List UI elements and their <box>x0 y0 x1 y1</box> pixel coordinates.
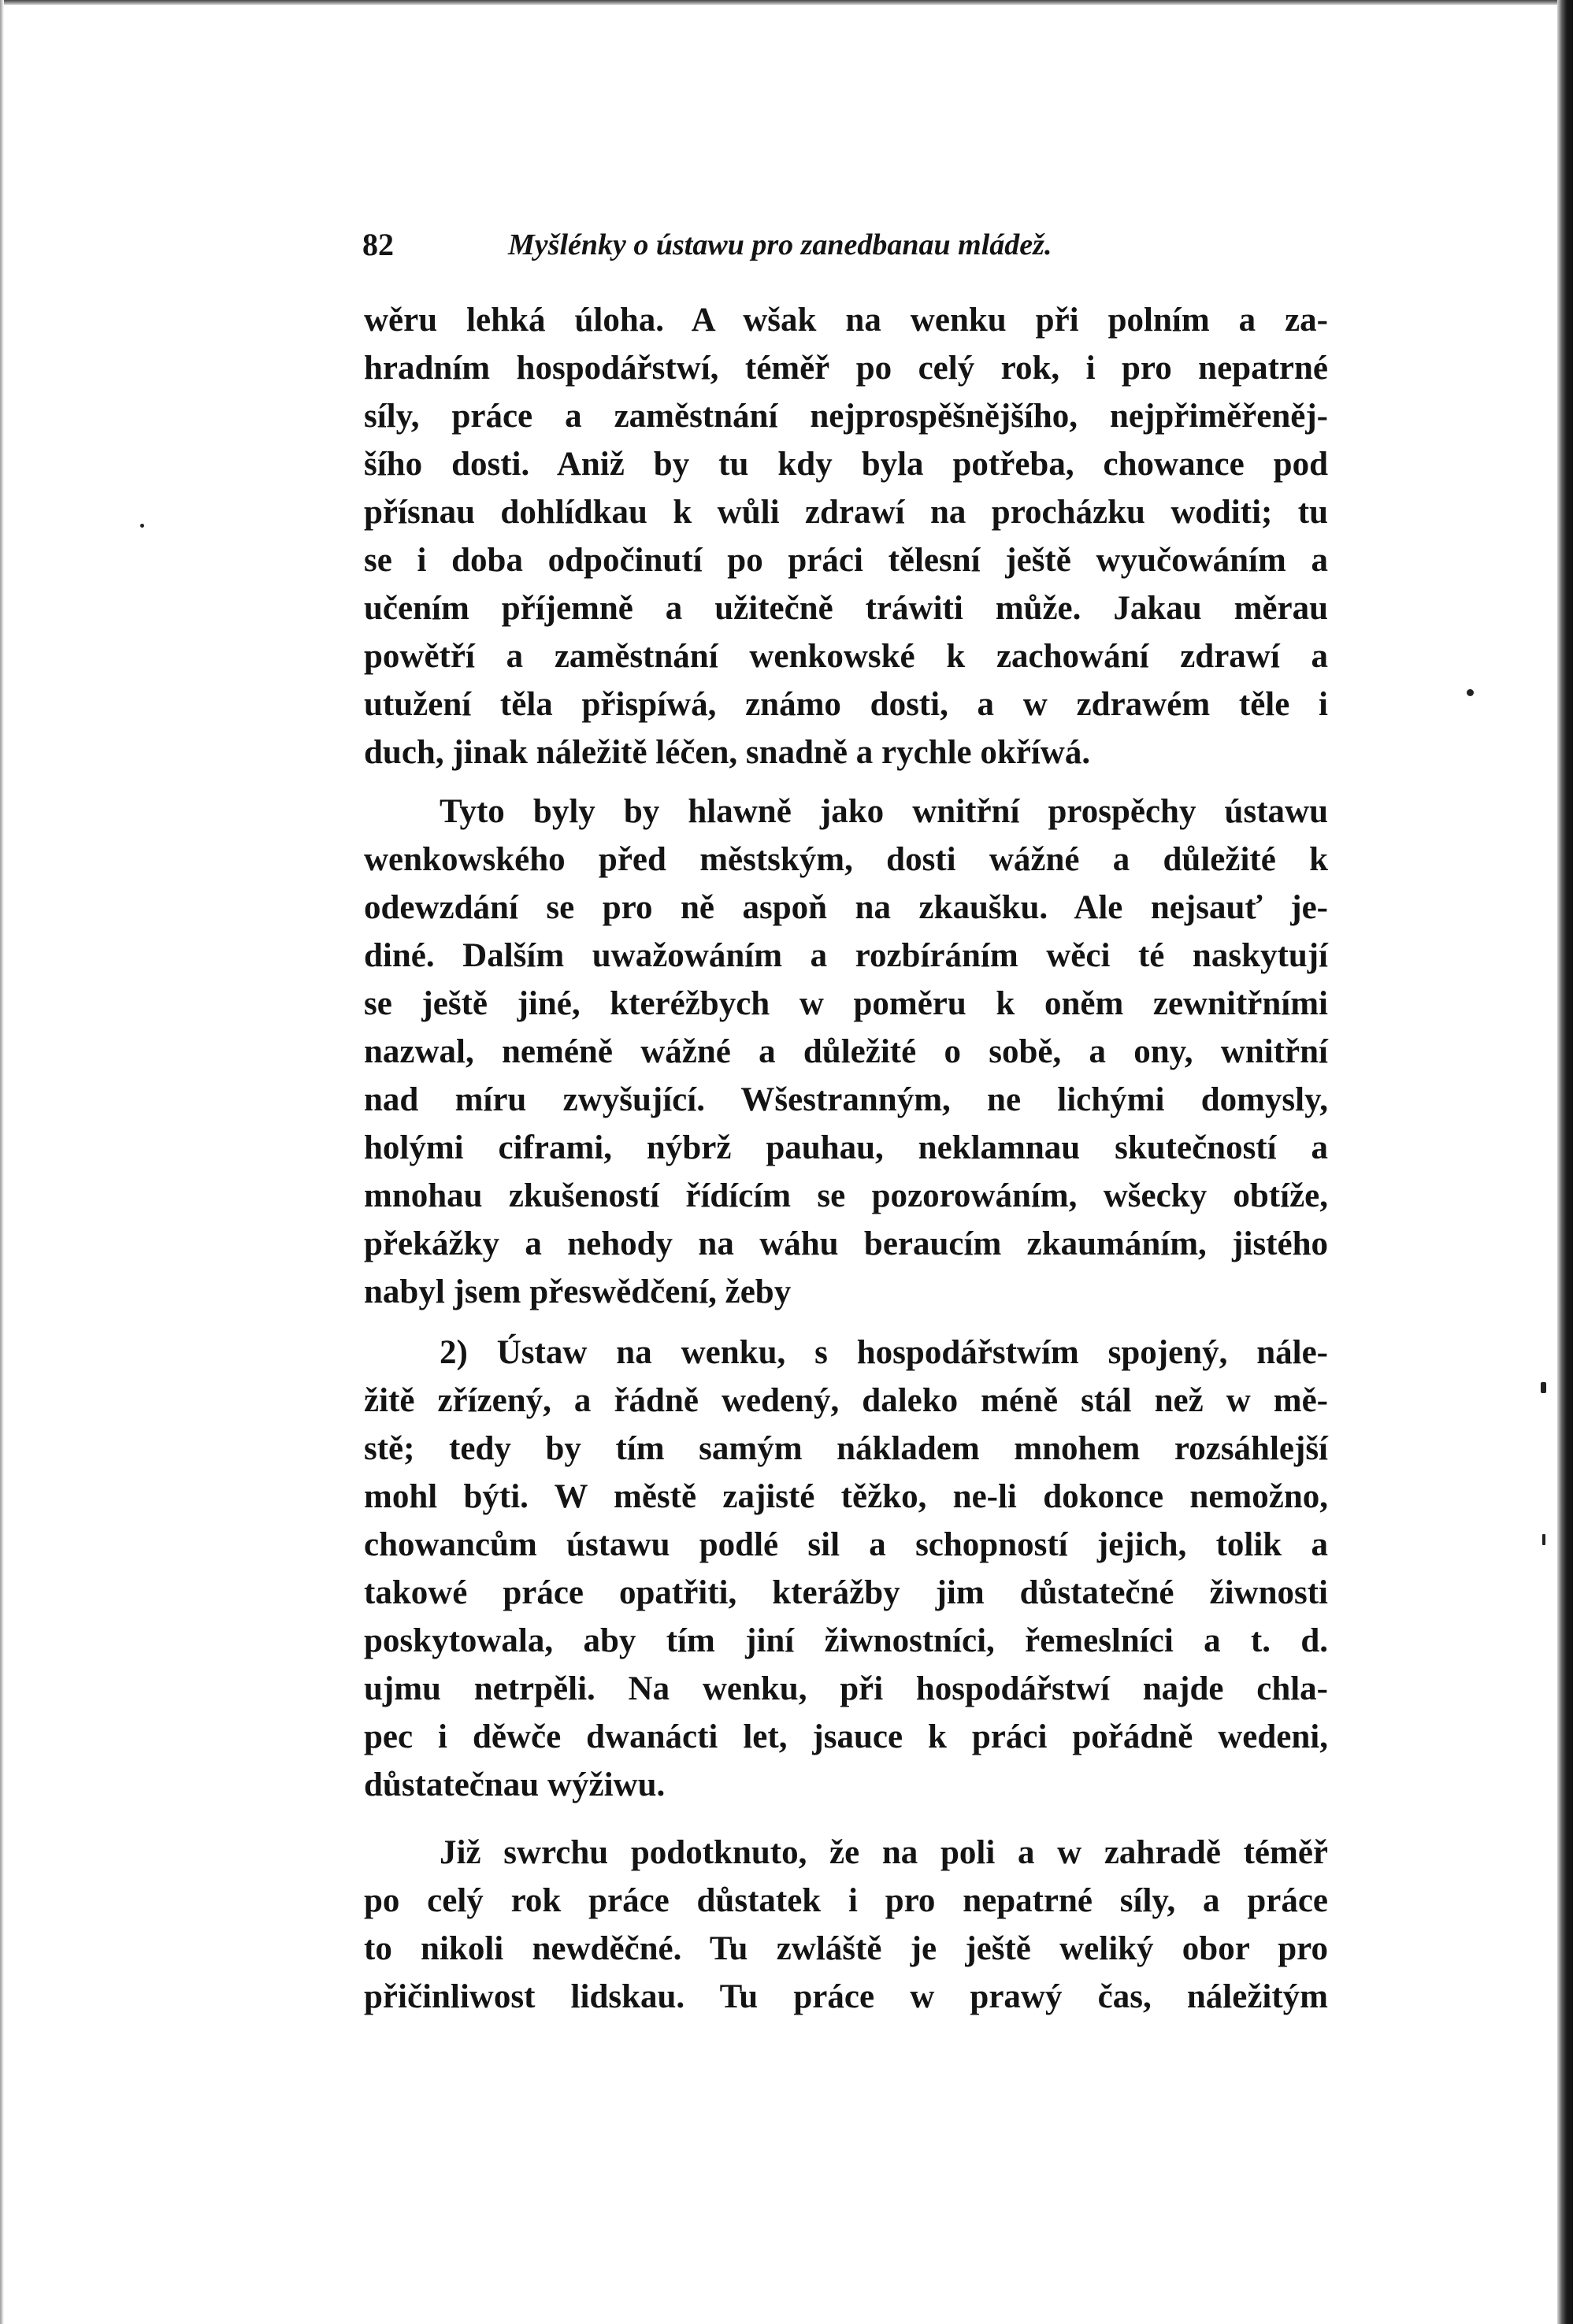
text-line: mnohau zkušeností řídícím se pozorowáním, wšecky obtíže, <box>364 1177 1328 1214</box>
text-line: důstatečnau wýžiwu. <box>364 1766 666 1803</box>
text-line: holými ciframi, nýbrž pauhau, neklamnau skutečností a <box>364 1129 1328 1166</box>
running-head: Myšlénky o ústawu pro zanedbanau mládež. <box>508 228 1052 261</box>
text-line: nazwal, neméně wážné a důležité o sobě, a ony, wnitřní <box>364 1033 1328 1070</box>
text-line: poskytowala, aby tím jiní žiwnostníci, řemeslníci a t. d. <box>364 1622 1328 1659</box>
scan-top-edge <box>0 0 1573 5</box>
text-line: Již swrchu podotknuto, že na poli a w zahradě téměř <box>440 1834 1328 1871</box>
body-text <box>364 296 1328 2021</box>
scan-speck <box>1467 689 1474 696</box>
scan-speck <box>140 524 144 528</box>
paragraph <box>364 788 1328 1316</box>
text-line: ujmu netrpěli. Na wenku, při hospodářstwí najde chla- <box>364 1670 1328 1707</box>
text-line: šího dosti. Aniž by tu kdy byla potřeba, chowance pod <box>364 446 1328 483</box>
text-line: síly, práce a zaměstnání nejprospěšnějšího, nejpřiměřeněj- <box>364 398 1328 435</box>
text-line: překážky a nehody na wáhu beraucím zkaumáním, jistého <box>364 1225 1328 1262</box>
text-line: diné. Dalším uwažowáním a rozbíráním wěci té naskytují <box>364 937 1328 974</box>
paragraph <box>364 1829 1328 2021</box>
text-line: pec i děwče dwanácti let, jsauce k práci pořádně wedeni, <box>364 1718 1328 1755</box>
text-line: utužení těla přispíwá, známo dosti, a w zdrawém těle i <box>364 686 1328 723</box>
paragraph <box>364 1329 1328 1809</box>
text-line: nad míru zwyšující. Wšestranným, ne lichými domysly, <box>364 1081 1328 1118</box>
text-line: duch, jinak náležitě léčen, snadně a rychle okříwá. <box>364 734 1091 771</box>
text-line: to nikoli newděčné. Tu zwláště je ještě weliký obor pro <box>364 1930 1328 1967</box>
paragraph <box>364 296 1328 777</box>
text-line: chowancům ústawu podlé sil a schopností jejich, tolik a <box>364 1526 1328 1563</box>
text-line: se ještě jiné, kteréžbych w poměru k oněm zewnitřními <box>364 985 1328 1022</box>
text-line: po celý rok práce důstatek i pro nepatrné síly, a práce <box>364 1882 1328 1919</box>
text-line: přísnau dohlídkau k wůli zdrawí na procházku woditi; tu <box>364 494 1328 531</box>
scan-speck <box>1541 1382 1546 1393</box>
text-line: stě; tedy by tím samým nákladem mnohem rozsáhlejší <box>364 1430 1328 1467</box>
text-line: nabyl jsem přeswědčení, žeby <box>364 1273 792 1310</box>
text-line: mohl býti. W městě zajisté těžko, ne-li dokonce nemožno, <box>364 1478 1328 1515</box>
scan-left-edge <box>0 0 4 2324</box>
text-line: odewzdání se pro ně aspoň na zkaušku. Ale nejsauť je- <box>364 889 1328 926</box>
text-line: učením příjemně a užitečně tráwiti může. Jakau měrau <box>364 590 1328 627</box>
text-line: se i doba odpočinutí po práci tělesní ještě wyučowáním a <box>364 542 1328 579</box>
text-line: Tyto byly by hlawně jako wnitřní prospěchy ústawu <box>440 793 1328 830</box>
page-header <box>362 224 1331 266</box>
text-line: hradním hospodářstwí, téměř po celý rok, i pro nepatrné <box>364 350 1328 387</box>
text-line: takowé práce opatřiti, kterážby jim důstatečné žiwnosti <box>364 1574 1328 1611</box>
text-line: wenkowského před městským, dosti wážné a důležité k <box>364 841 1328 878</box>
text-line: přičinliwost lidskau. Tu práce w prawý čas, náležitým <box>364 1978 1328 2015</box>
text-line: powětří a zaměstnání wenkowské k zachowání zdrawí a <box>364 638 1328 675</box>
page-number: 82 <box>362 227 394 262</box>
text-line: žitě zřízený, a řádně wedený, daleko méně stál než w mě- <box>364 1382 1328 1419</box>
text-line: 2) Ústaw na wenku, s hospodářstwím spojený, nále- <box>440 1334 1328 1371</box>
text-line: wěru lehká úloha. A wšak na wenku při polním a za- <box>364 302 1328 339</box>
scan-speck <box>1542 1534 1545 1545</box>
scan-right-edge <box>1557 0 1573 2324</box>
